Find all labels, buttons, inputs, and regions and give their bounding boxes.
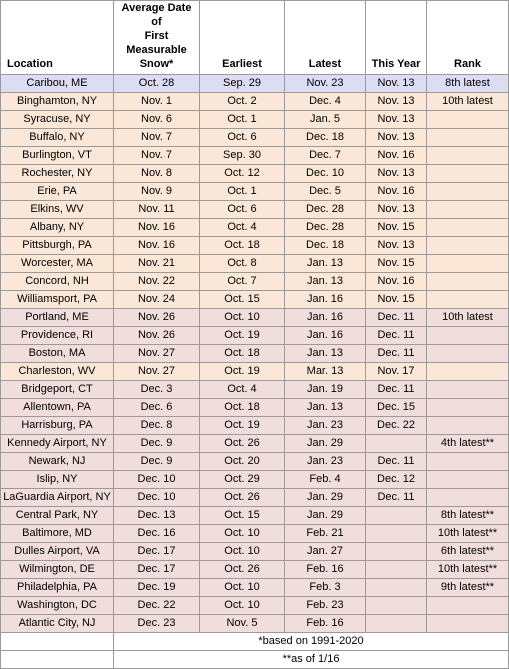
cell-location: Dulles Airport, VA <box>1 543 114 561</box>
cell-this-year <box>366 507 427 525</box>
header-latest: Latest <box>285 1 366 75</box>
cell-this-year: Dec. 11 <box>366 381 427 399</box>
cell-average-date: Dec. 13 <box>114 507 200 525</box>
cell-this-year: Nov. 13 <box>366 111 427 129</box>
cell-this-year: Nov. 17 <box>366 363 427 381</box>
cell-location: Newark, NJ <box>1 453 114 471</box>
header-earliest: Earliest <box>200 1 285 75</box>
cell-location: Providence, RI <box>1 327 114 345</box>
cell-latest: Dec. 10 <box>285 165 366 183</box>
table-row <box>1 165 509 183</box>
cell-rank <box>427 597 509 615</box>
cell-rank <box>427 273 509 291</box>
cell-rank <box>427 291 509 309</box>
cell-latest: Jan. 16 <box>285 291 366 309</box>
cell-earliest: Oct. 26 <box>200 435 285 453</box>
cell-latest: Jan. 27 <box>285 543 366 561</box>
table-body <box>1 75 509 633</box>
cell-location: Syracuse, NY <box>1 111 114 129</box>
cell-latest: Jan. 16 <box>285 327 366 345</box>
cell-latest: Jan. 23 <box>285 453 366 471</box>
cell-this-year: Nov. 16 <box>366 273 427 291</box>
cell-rank: 10th latest <box>427 93 509 111</box>
footnote-as-of: **as of 1/16 <box>114 651 509 669</box>
cell-average-date: Dec. 9 <box>114 435 200 453</box>
table-row <box>1 399 509 417</box>
cell-earliest: Oct. 8 <box>200 255 285 273</box>
cell-location: Baltimore, MD <box>1 525 114 543</box>
table-row <box>1 525 509 543</box>
cell-latest: Jan. 19 <box>285 381 366 399</box>
cell-average-date: Dec. 19 <box>114 579 200 597</box>
cell-earliest: Oct. 19 <box>200 417 285 435</box>
cell-rank <box>427 147 509 165</box>
cell-earliest: Oct. 1 <box>200 111 285 129</box>
cell-latest: Dec. 18 <box>285 129 366 147</box>
cell-rank: 8th latest <box>427 75 509 93</box>
cell-earliest: Oct. 10 <box>200 597 285 615</box>
cell-average-date: Dec. 17 <box>114 561 200 579</box>
cell-this-year: Dec. 11 <box>366 309 427 327</box>
cell-location: Islip, NY <box>1 471 114 489</box>
cell-rank <box>427 111 509 129</box>
cell-latest: Jan. 13 <box>285 399 366 417</box>
cell-average-date: Dec. 8 <box>114 417 200 435</box>
table-row <box>1 255 509 273</box>
cell-average-date: Nov. 27 <box>114 345 200 363</box>
cell-latest: Dec. 18 <box>285 237 366 255</box>
table-row <box>1 561 509 579</box>
table-row <box>1 345 509 363</box>
cell-earliest: Oct. 10 <box>200 579 285 597</box>
table-row <box>1 435 509 453</box>
cell-earliest: Oct. 10 <box>200 543 285 561</box>
cell-average-date: Nov. 1 <box>114 93 200 111</box>
cell-this-year: Nov. 13 <box>366 93 427 111</box>
cell-earliest: Oct. 15 <box>200 291 285 309</box>
footnote-row-as-of <box>1 651 509 669</box>
cell-average-date: Dec. 9 <box>114 453 200 471</box>
cell-latest: Jan. 29 <box>285 435 366 453</box>
table-row <box>1 237 509 255</box>
cell-average-date: Nov. 6 <box>114 111 200 129</box>
cell-rank: 8th latest** <box>427 507 509 525</box>
footnote-spacer <box>1 651 114 669</box>
cell-this-year: Nov. 15 <box>366 291 427 309</box>
cell-this-year: Dec. 11 <box>366 489 427 507</box>
cell-this-year: Nov. 13 <box>366 129 427 147</box>
cell-this-year: Nov. 15 <box>366 219 427 237</box>
cell-latest: Jan. 13 <box>285 255 366 273</box>
cell-location: Concord, NH <box>1 273 114 291</box>
table-row <box>1 309 509 327</box>
cell-location: Boston, MA <box>1 345 114 363</box>
table-row <box>1 417 509 435</box>
cell-rank <box>427 417 509 435</box>
table-row <box>1 327 509 345</box>
cell-location: Portland, ME <box>1 309 114 327</box>
cell-this-year <box>366 561 427 579</box>
cell-rank <box>427 255 509 273</box>
cell-earliest: Oct. 20 <box>200 453 285 471</box>
table-row <box>1 183 509 201</box>
cell-average-date: Nov. 27 <box>114 363 200 381</box>
cell-latest: Feb. 16 <box>285 561 366 579</box>
cell-this-year: Nov. 13 <box>366 75 427 93</box>
cell-location: Binghamton, NY <box>1 93 114 111</box>
footnote-row-normals <box>1 633 509 651</box>
header-average-date: Average Date of First Measurable Snow* <box>114 1 200 75</box>
cell-this-year: Nov. 16 <box>366 147 427 165</box>
cell-location: Caribou, ME <box>1 75 114 93</box>
cell-earliest: Oct. 12 <box>200 165 285 183</box>
header-location: Location <box>1 1 114 75</box>
cell-rank <box>427 219 509 237</box>
cell-rank <box>427 183 509 201</box>
table-row <box>1 507 509 525</box>
cell-location: Elkins, WV <box>1 201 114 219</box>
table-row <box>1 273 509 291</box>
cell-rank: 10th latest <box>427 309 509 327</box>
table-row <box>1 147 509 165</box>
cell-earliest: Oct. 26 <box>200 561 285 579</box>
cell-location: Bridgeport, CT <box>1 381 114 399</box>
cell-this-year: Nov. 13 <box>366 201 427 219</box>
cell-latest: Jan. 29 <box>285 507 366 525</box>
cell-location: LaGuardia Airport, NY <box>1 489 114 507</box>
table-row <box>1 489 509 507</box>
cell-rank: 6th latest** <box>427 543 509 561</box>
cell-latest: Dec. 28 <box>285 219 366 237</box>
cell-this-year <box>366 597 427 615</box>
header-this-year: This Year <box>366 1 427 75</box>
cell-average-date: Dec. 16 <box>114 525 200 543</box>
cell-rank <box>427 129 509 147</box>
cell-latest: Jan. 23 <box>285 417 366 435</box>
cell-latest: Mar. 13 <box>285 363 366 381</box>
cell-latest: Feb. 3 <box>285 579 366 597</box>
cell-latest: Nov. 23 <box>285 75 366 93</box>
cell-latest: Dec. 4 <box>285 93 366 111</box>
table-row <box>1 453 509 471</box>
cell-latest: Dec. 28 <box>285 201 366 219</box>
cell-rank <box>427 453 509 471</box>
cell-average-date: Nov. 24 <box>114 291 200 309</box>
cell-location: Pittsburgh, PA <box>1 237 114 255</box>
cell-latest: Jan. 13 <box>285 273 366 291</box>
cell-earliest: Oct. 19 <box>200 363 285 381</box>
cell-latest: Feb. 16 <box>285 615 366 633</box>
cell-average-date: Oct. 28 <box>114 75 200 93</box>
cell-this-year: Nov. 13 <box>366 165 427 183</box>
table-row <box>1 219 509 237</box>
table-row <box>1 381 509 399</box>
cell-location: Washington, DC <box>1 597 114 615</box>
cell-latest: Feb. 21 <box>285 525 366 543</box>
cell-location: Buffalo, NY <box>1 129 114 147</box>
cell-earliest: Oct. 7 <box>200 273 285 291</box>
cell-earliest: Oct. 26 <box>200 489 285 507</box>
cell-average-date: Nov. 9 <box>114 183 200 201</box>
cell-earliest: Oct. 18 <box>200 237 285 255</box>
table-row <box>1 111 509 129</box>
cell-latest: Jan. 29 <box>285 489 366 507</box>
table-row <box>1 579 509 597</box>
cell-rank <box>427 399 509 417</box>
cell-location: Rochester, NY <box>1 165 114 183</box>
cell-this-year <box>366 543 427 561</box>
table-row <box>1 75 509 93</box>
cell-average-date: Nov. 26 <box>114 327 200 345</box>
cell-earliest: Oct. 18 <box>200 345 285 363</box>
cell-this-year: Dec. 12 <box>366 471 427 489</box>
cell-location: Philadelphia, PA <box>1 579 114 597</box>
cell-latest: Feb. 23 <box>285 597 366 615</box>
cell-rank <box>427 345 509 363</box>
cell-average-date: Dec. 22 <box>114 597 200 615</box>
cell-this-year: Nov. 16 <box>366 183 427 201</box>
cell-location: Williamsport, PA <box>1 291 114 309</box>
cell-average-date: Nov. 7 <box>114 147 200 165</box>
cell-rank <box>427 489 509 507</box>
cell-earliest: Oct. 18 <box>200 399 285 417</box>
cell-earliest: Oct. 29 <box>200 471 285 489</box>
cell-this-year: Dec. 11 <box>366 453 427 471</box>
cell-earliest: Oct. 10 <box>200 525 285 543</box>
header-row <box>1 1 509 75</box>
cell-average-date: Dec. 10 <box>114 471 200 489</box>
cell-rank: 4th latest** <box>427 435 509 453</box>
cell-location: Erie, PA <box>1 183 114 201</box>
cell-average-date: Nov. 21 <box>114 255 200 273</box>
table-row <box>1 201 509 219</box>
cell-rank: 10th latest** <box>427 561 509 579</box>
cell-this-year <box>366 579 427 597</box>
cell-earliest: Sep. 30 <box>200 147 285 165</box>
cell-rank <box>427 237 509 255</box>
cell-location: Worcester, MA <box>1 255 114 273</box>
cell-location: Albany, NY <box>1 219 114 237</box>
table-row <box>1 291 509 309</box>
cell-rank <box>427 381 509 399</box>
cell-rank: 9th latest** <box>427 579 509 597</box>
cell-latest: Jan. 13 <box>285 345 366 363</box>
cell-latest: Jan. 5 <box>285 111 366 129</box>
cell-latest: Dec. 5 <box>285 183 366 201</box>
cell-earliest: Oct. 6 <box>200 129 285 147</box>
cell-average-date: Nov. 26 <box>114 309 200 327</box>
cell-rank <box>427 363 509 381</box>
table-row <box>1 615 509 633</box>
cell-average-date: Dec. 3 <box>114 381 200 399</box>
cell-earliest: Oct. 2 <box>200 93 285 111</box>
table-row <box>1 597 509 615</box>
cell-average-date: Nov. 11 <box>114 201 200 219</box>
cell-average-date: Nov. 16 <box>114 237 200 255</box>
cell-this-year: Dec. 11 <box>366 345 427 363</box>
cell-average-date: Nov. 16 <box>114 219 200 237</box>
cell-this-year <box>366 435 427 453</box>
cell-earliest: Nov. 5 <box>200 615 285 633</box>
cell-location: Wilmington, DE <box>1 561 114 579</box>
cell-this-year: Nov. 13 <box>366 237 427 255</box>
cell-this-year: Nov. 15 <box>366 255 427 273</box>
cell-this-year: Dec. 22 <box>366 417 427 435</box>
table-row <box>1 471 509 489</box>
cell-earliest: Oct. 6 <box>200 201 285 219</box>
table-row <box>1 93 509 111</box>
footnote-spacer <box>1 633 114 651</box>
cell-average-date: Dec. 17 <box>114 543 200 561</box>
cell-this-year: Dec. 11 <box>366 327 427 345</box>
cell-average-date: Nov. 22 <box>114 273 200 291</box>
cell-earliest: Oct. 4 <box>200 381 285 399</box>
cell-earliest: Oct. 19 <box>200 327 285 345</box>
cell-latest: Feb. 4 <box>285 471 366 489</box>
cell-average-date: Dec. 23 <box>114 615 200 633</box>
cell-earliest: Oct. 4 <box>200 219 285 237</box>
cell-rank <box>427 615 509 633</box>
cell-this-year: Dec. 15 <box>366 399 427 417</box>
cell-average-date: Dec. 10 <box>114 489 200 507</box>
table-row <box>1 543 509 561</box>
cell-average-date: Nov. 8 <box>114 165 200 183</box>
cell-location: Kennedy Airport, NY <box>1 435 114 453</box>
cell-latest: Dec. 7 <box>285 147 366 165</box>
cell-earliest: Oct. 10 <box>200 309 285 327</box>
cell-average-date: Nov. 7 <box>114 129 200 147</box>
cell-average-date: Dec. 6 <box>114 399 200 417</box>
cell-rank <box>427 201 509 219</box>
cell-earliest: Sep. 29 <box>200 75 285 93</box>
cell-location: Charleston, WV <box>1 363 114 381</box>
table-row <box>1 363 509 381</box>
cell-this-year <box>366 615 427 633</box>
cell-location: Central Park, NY <box>1 507 114 525</box>
cell-rank <box>427 471 509 489</box>
table-row <box>1 129 509 147</box>
cell-rank <box>427 327 509 345</box>
cell-latest: Jan. 16 <box>285 309 366 327</box>
cell-earliest: Oct. 15 <box>200 507 285 525</box>
cell-earliest: Oct. 1 <box>200 183 285 201</box>
cell-rank: 10th latest** <box>427 525 509 543</box>
cell-location: Allentown, PA <box>1 399 114 417</box>
cell-location: Burlington, VT <box>1 147 114 165</box>
header-rank: Rank <box>427 1 509 75</box>
cell-location: Atlantic City, NJ <box>1 615 114 633</box>
cell-this-year <box>366 525 427 543</box>
cell-location: Harrisburg, PA <box>1 417 114 435</box>
cell-rank <box>427 165 509 183</box>
footnote-normals: *based on 1991-2020 <box>114 633 509 651</box>
